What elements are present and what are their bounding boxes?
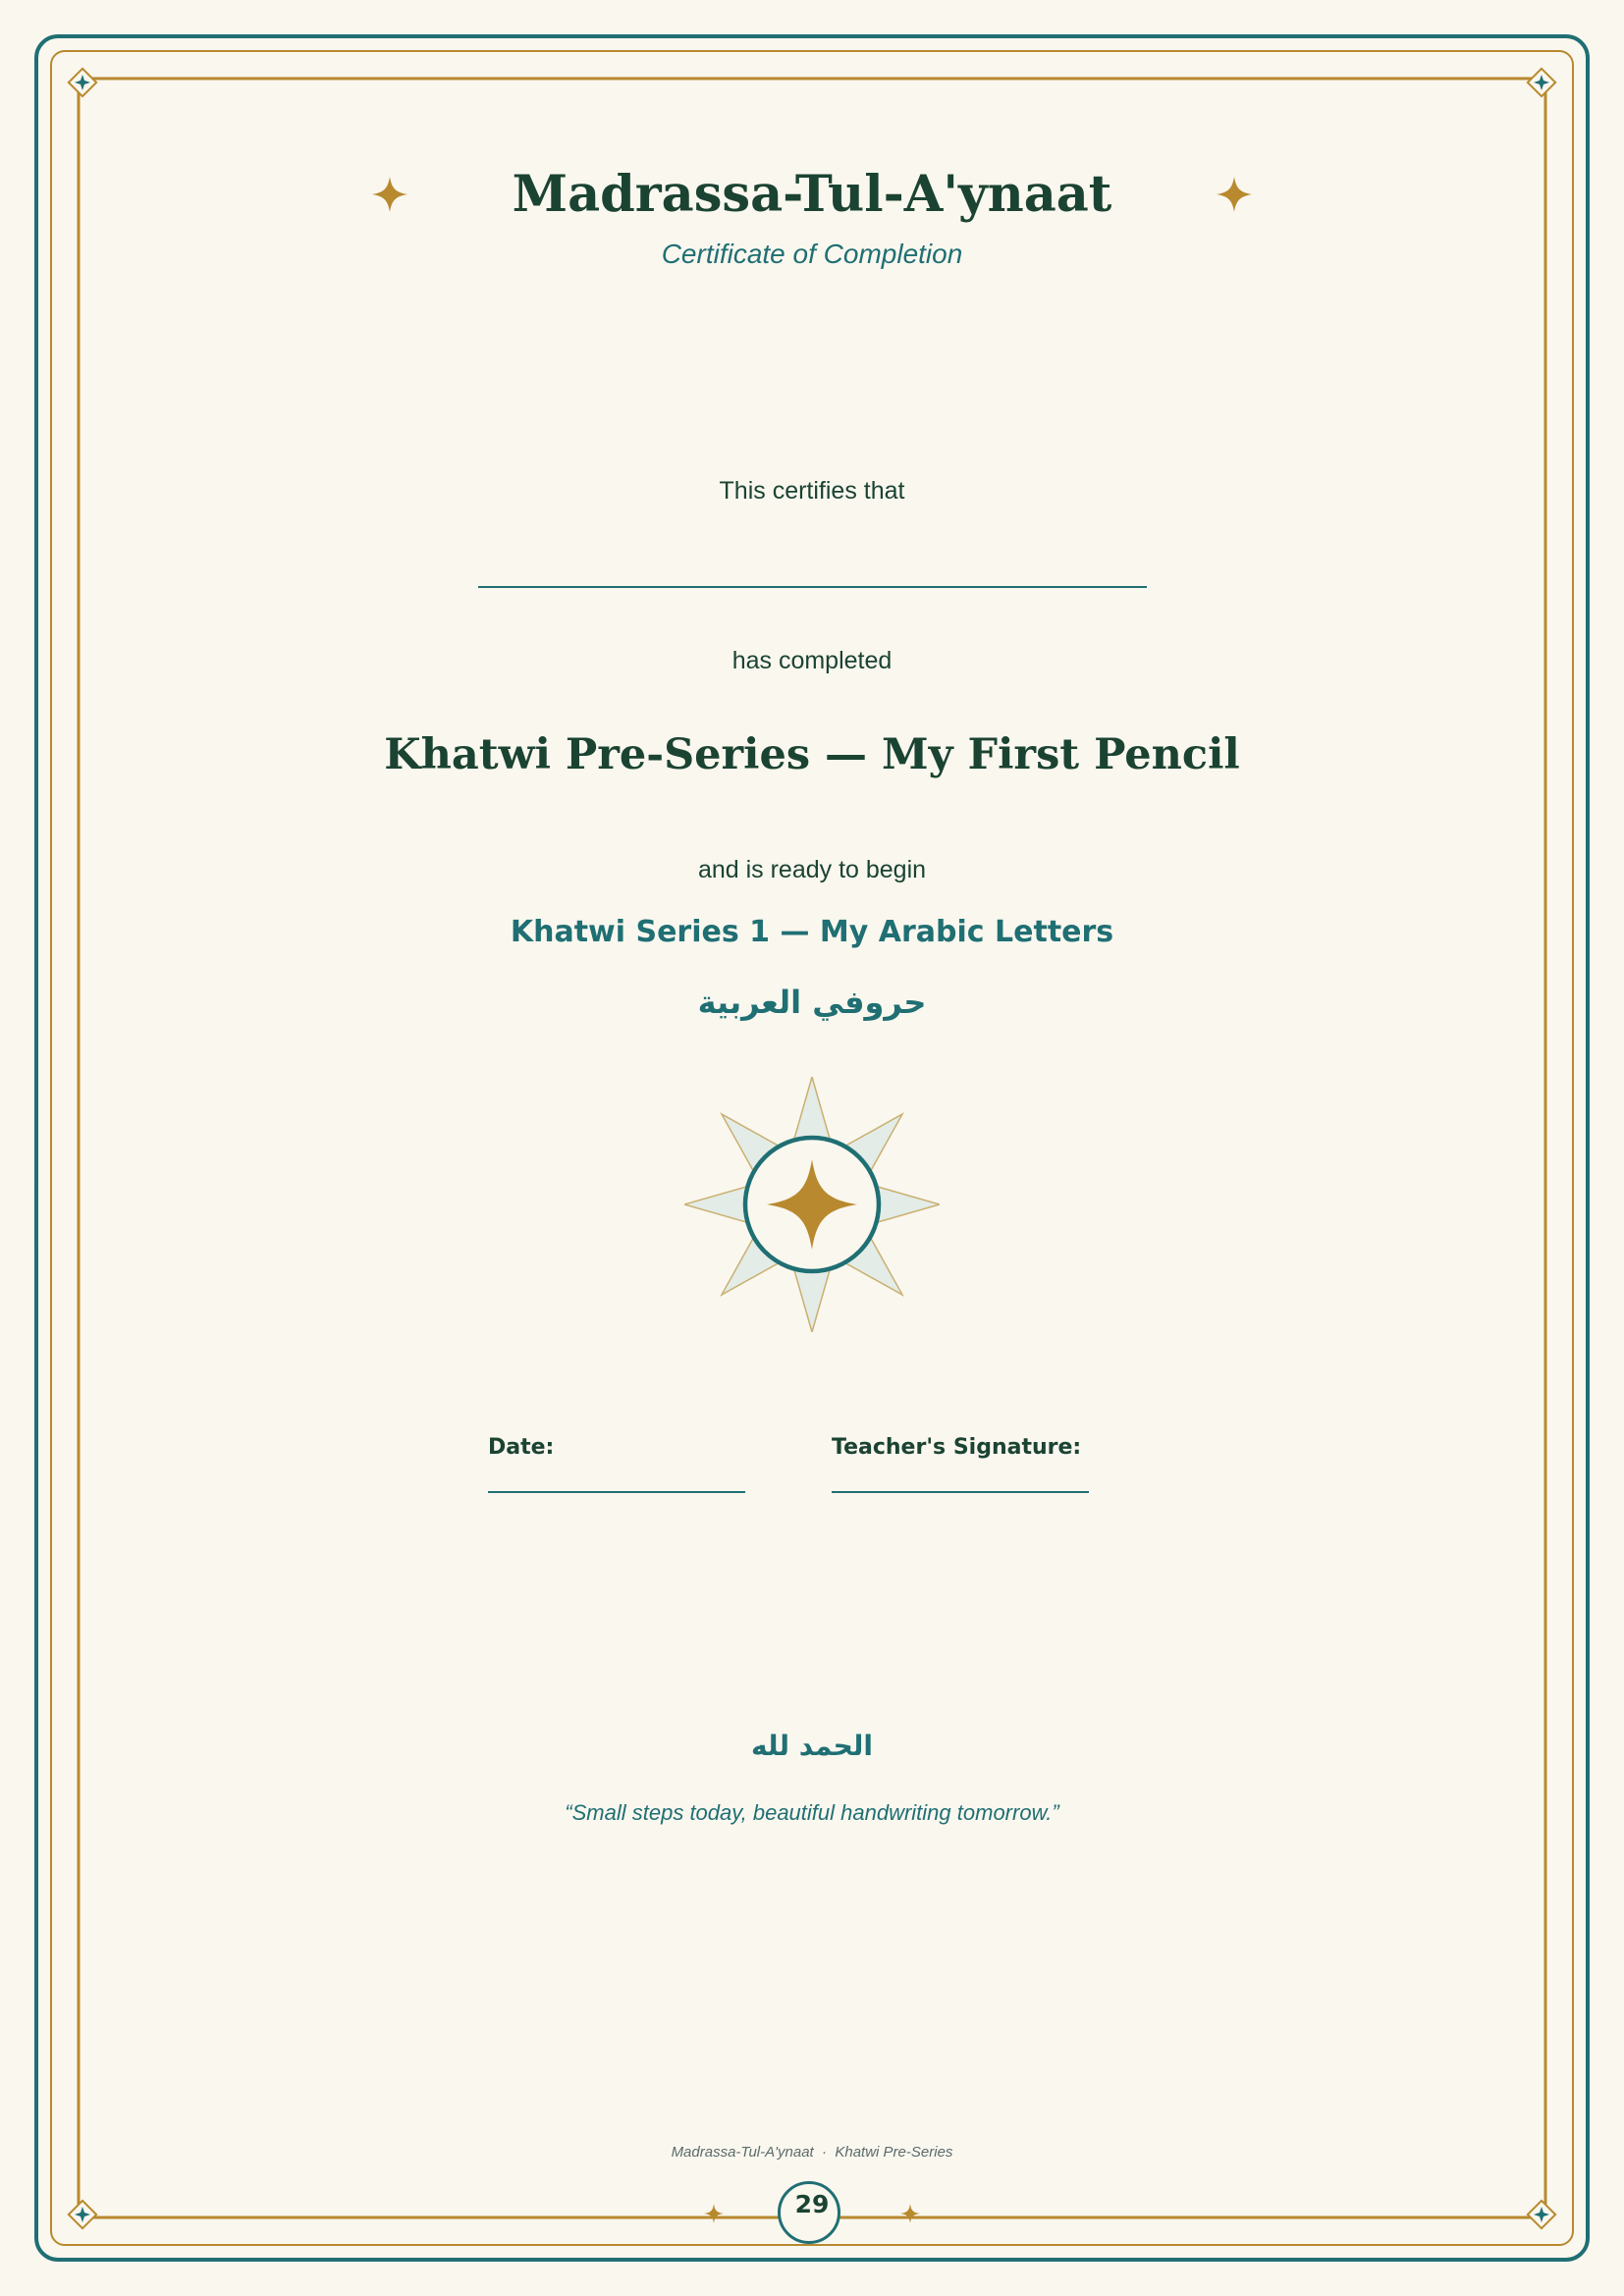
school-name: Madrassa-Tul-A'ynaat <box>512 165 1112 224</box>
date-line[interactable] <box>488 1491 745 1493</box>
eight-point-star-seal-icon <box>684 1077 940 1332</box>
corner-ornament-icon <box>1526 67 1557 98</box>
ready-text: and is ready to begin <box>697 856 927 883</box>
footer-text: Madrassa-Tul-A'ynaat · Khatwi Pre-Series <box>671 2144 953 2161</box>
date-label: Date: <box>488 1435 555 1460</box>
completed-text: has completed <box>731 647 893 674</box>
signature-label: Teacher's Signature: <box>832 1435 1082 1460</box>
corner-ornament-icon <box>67 67 98 98</box>
certificate-type: Certificate of Completion <box>661 239 963 269</box>
closing-quote: “Small steps today, beautiful handwriting tomorrow.” <box>565 1800 1059 1825</box>
next-course: Khatwi Series 1 — My Arabic Letters <box>510 915 1114 949</box>
next-course-arabic: حروفي العربية <box>697 984 927 1021</box>
signature-line[interactable] <box>832 1491 1089 1493</box>
page-number: 29 <box>794 2190 830 2218</box>
certifies-text: This certifies that <box>719 477 905 505</box>
recipient-name-line[interactable] <box>478 586 1147 588</box>
course-title: Khatwi Pre-Series — My First Pencil <box>384 730 1240 779</box>
arabic-praise: الحمد لله <box>751 1730 873 1762</box>
